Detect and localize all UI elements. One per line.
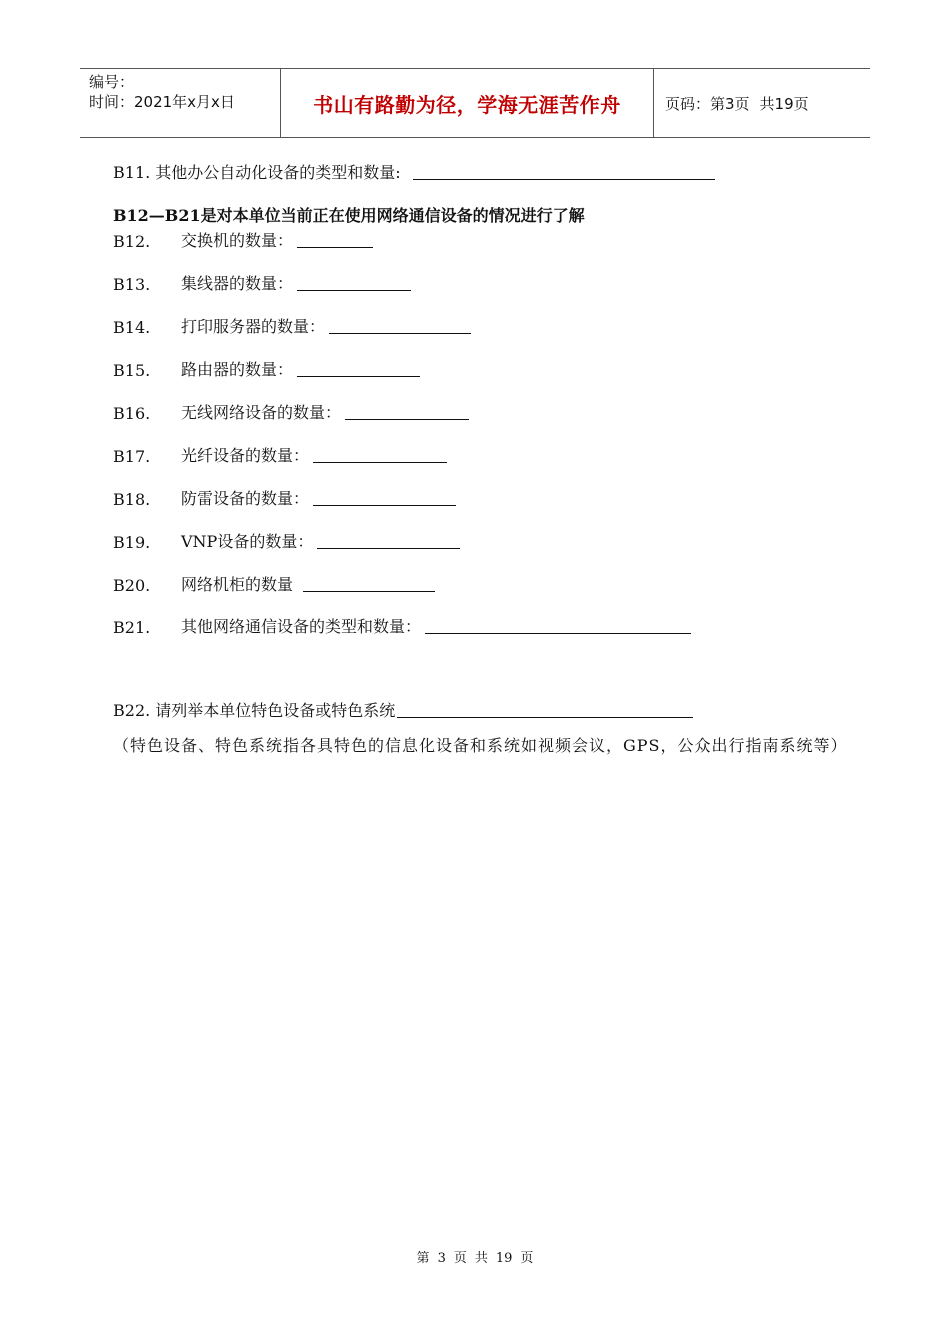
page-footer (0, 1247, 950, 1266)
number-label: 编号： (89, 73, 135, 91)
question-label: 无线网络设备的数量： (181, 403, 342, 422)
question-b22-text: B22. 请列举本单位特色设备或特色系统 (113, 701, 396, 720)
section-heading (113, 203, 585, 226)
answer-blank-b13[interactable] (297, 289, 411, 291)
answer-blank-b15[interactable] (297, 375, 420, 377)
b22-note: （特色设备、特色系统指各具特色的信息化设备和系统如视频会议，GPS，公众出行指南系统等） (113, 736, 848, 755)
question-b13 (113, 271, 411, 294)
header-left-cell (80, 69, 281, 137)
page-total: 共19页 (759, 94, 809, 113)
answer-blank-b11[interactable] (413, 178, 715, 180)
question-b17 (113, 443, 447, 466)
motto: 书山有路勤为径，学海无涯苦作舟 (313, 92, 621, 117)
question-code: B12. (113, 232, 151, 251)
date-label: 时间：2021年x月x日 (89, 93, 235, 111)
question-label: 交换机的数量： (181, 231, 294, 250)
answer-blank-b20[interactable] (303, 590, 435, 592)
page-header (80, 68, 870, 138)
answer-blank-b21[interactable] (425, 632, 691, 634)
question-label: 防雷设备的数量： (181, 489, 310, 508)
header-motto-cell (281, 69, 654, 137)
answer-blank-b19[interactable] (317, 547, 460, 549)
answer-blank-b17[interactable] (313, 461, 447, 463)
question-b16 (113, 400, 469, 423)
question-b18 (113, 486, 456, 509)
question-b11 (113, 160, 715, 183)
footer-text: 共 (474, 1251, 488, 1266)
question-code: B16. (113, 404, 151, 423)
answer-blank-b14[interactable] (329, 332, 471, 334)
answer-blank-b12[interactable] (297, 246, 373, 248)
footer-page-total: 19 (495, 1251, 513, 1266)
question-b11-text: B11. 其他办公自动化设备的类型和数量: (113, 163, 401, 182)
question-b19 (113, 529, 460, 552)
question-code: B14. (113, 318, 151, 337)
question-b12 (113, 228, 373, 251)
question-label: 其他网络通信设备的类型和数量： (181, 617, 422, 636)
question-b14 (113, 314, 471, 337)
question-code: B20. (113, 576, 151, 595)
page-info: 页码：第3页 (665, 94, 750, 113)
question-code: B15. (113, 361, 151, 380)
question-b15 (113, 357, 420, 380)
footer-text: 第 (416, 1251, 430, 1266)
question-label: 集线器的数量： (181, 274, 294, 293)
question-code: B21. (113, 618, 151, 637)
question-code: B18. (113, 490, 151, 509)
question-b21 (113, 614, 691, 637)
section-heading-text: B12—B21是对本单位当前正在使用网络通信设备的情况进行了解 (113, 206, 585, 225)
question-label: 路由器的数量： (181, 360, 294, 379)
footer-page-number: 3 (437, 1251, 446, 1266)
footer-text: 页 (453, 1251, 467, 1266)
question-code: B17. (113, 447, 151, 466)
header-page-cell (654, 69, 870, 137)
question-label: 网络机柜的数量 (181, 575, 294, 594)
answer-blank-b22[interactable] (397, 716, 693, 718)
footer-text: 页 (520, 1251, 534, 1266)
question-b20 (113, 572, 435, 595)
question-code: B13. (113, 275, 151, 294)
question-label: 打印服务器的数量： (181, 317, 326, 336)
question-b22 (113, 698, 693, 721)
answer-blank-b16[interactable] (345, 418, 469, 420)
question-code: B19. (113, 533, 151, 552)
answer-blank-b18[interactable] (313, 504, 456, 506)
question-label: 光纤设备的数量： (181, 446, 310, 465)
question-label: VNP设备的数量： (181, 532, 314, 551)
